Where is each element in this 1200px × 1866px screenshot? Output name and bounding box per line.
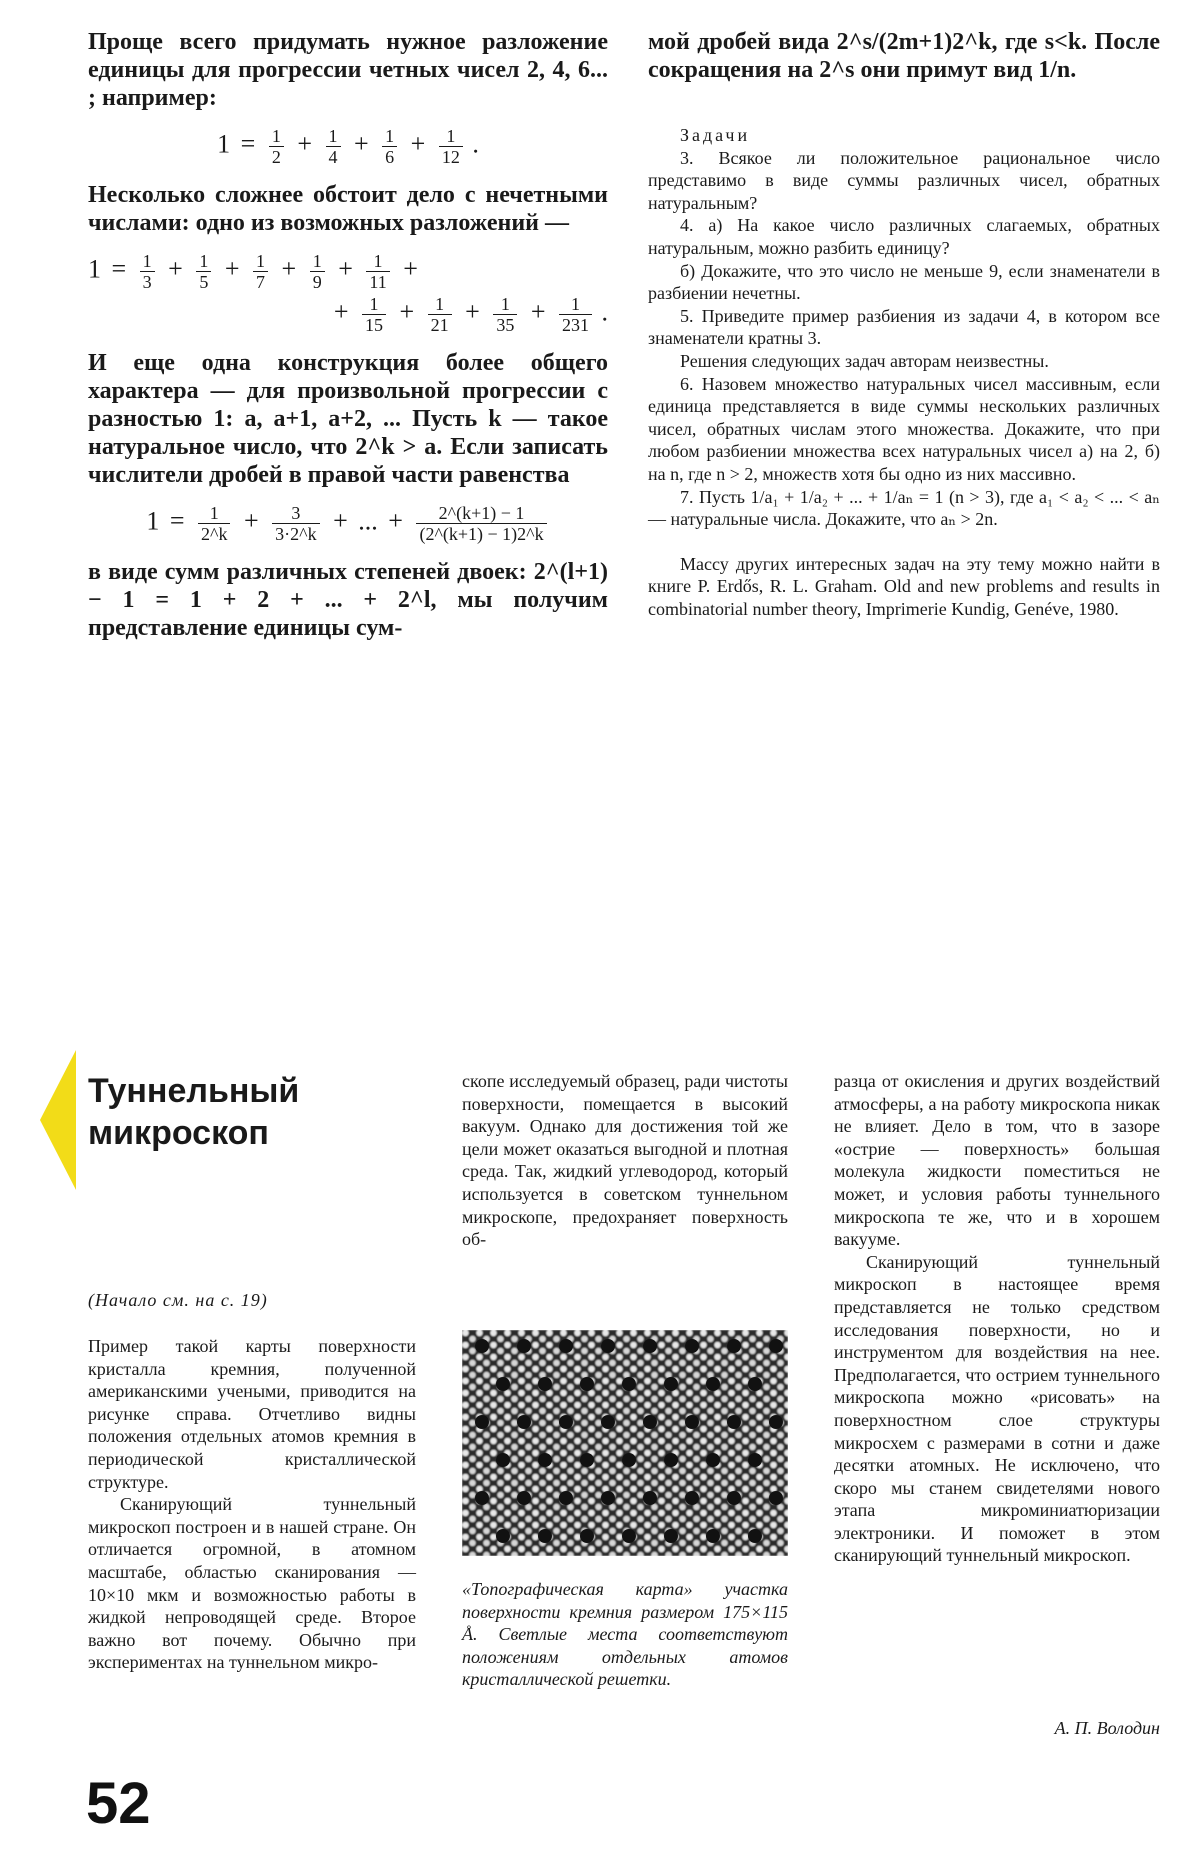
task-5: 5. Приведите пример разбиения из задачи 4, в котором все знаменатели кратны 3. (648, 305, 1160, 349)
fraction: $\frac{1}{2\^{}k}$ (198, 503, 230, 544)
lattice-vacancy (727, 1491, 741, 1505)
lattice-vacancy (706, 1453, 720, 1467)
lattice-vacancy (601, 1339, 615, 1353)
task-6: 6. Назовем множество натуральных чисел массивным, если единица представляется в виде суммы нескольких различных чисел, обратных числам этого множества. Докажите, что при любом разбиении множества всех натуральных чисел а) на 2, б) на n, где n > 2, множеств хотя бы одно из них массивно. (648, 373, 1160, 484)
fraction: $\frac{1}{3}$ (140, 251, 155, 292)
atomic-lattice-image (462, 1330, 788, 1556)
upper-left-column (88, 28, 608, 642)
formula-even-sum: 1 = $\frac{1}{2}$ + $\frac{1}{4}$ + $\frac{1}{6}$ + $\frac{1}{12}$ . (217, 126, 479, 167)
upper-right-column (648, 28, 1160, 620)
lattice-vacancy (475, 1339, 489, 1353)
task-3: 3. Всякое ли положительное рациональное число представимо в виде суммы различных чисел, обратных натуральным? (648, 147, 1160, 213)
lattice-vacancy (685, 1339, 699, 1353)
lattice-vacancy (538, 1453, 552, 1467)
continuation-reference: (Начало см. на с. 19) (88, 1290, 268, 1310)
lattice-vacancy (685, 1415, 699, 1429)
fraction: $\frac{1}{9}$ (310, 251, 325, 292)
fraction: $\frac{1}{21}$ (428, 294, 452, 335)
lattice-vacancy (496, 1377, 510, 1391)
task-4a: 4. а) На какое число различных слагаемых, обратных натуральным, можно разбить единицу? (648, 215, 1160, 258)
formula-odd-sum-line2: + $\frac{1}{15}$ + $\frac{1}{21}$ + $\frac{1}{35}$ + $\frac{1}{231}$ . (333, 294, 608, 335)
lattice-vacancy (580, 1453, 594, 1467)
task-4b: б) Докажите, что это число не меньше 9, если знаменатели в разбиении нечетны. (648, 260, 1160, 304)
lattice-vacancy (769, 1339, 783, 1353)
lattice-vacancy (727, 1415, 741, 1429)
paragraph-vacuum: скопе исследуемый образец, ради чистоты поверхности, помещается в высокий вакуум. Однако для достижения той же цели может оказаться выгодной и плотная среда. Так, жидкий углеводород, который используется в советском туннельном микроскопе, предохраняет поверхность об- (462, 1071, 788, 1250)
formula-lhs: 1 (217, 129, 231, 159)
lattice-vacancy (664, 1453, 678, 1467)
paragraph-general-construction: И еще одна конструкция более общего характера — для произвольной прогрессии с разностью 1: a, a+1, a+2, ... Пусть k — такое натуральное число, что 2^k > a. Если записать числители дробей в правой части равенства (88, 350, 608, 488)
lattice-vacancy (643, 1415, 657, 1429)
tasks-section (648, 124, 1160, 620)
lattice-vacancy (622, 1529, 636, 1543)
lattice-vacancy (601, 1491, 615, 1505)
fraction: $\frac{1}{6}$ (382, 126, 397, 167)
lower-column-2 (462, 1070, 788, 1251)
formula-general: 1 = $\frac{1}{2\^{}k}$ + $\frac{3}{3\cdot 2\^{}k}$ + ... + $\frac{2\^{}(k+1) - 1}{(2\^{}(k+1) - 1)2\^{}k}$ (88, 489, 608, 558)
further-reading-note: Массу других интересных задач на эту тему можно найти в книге P. Erdős, R. L. Graham. Old and new problems and results in combinatorial number theory, Imprimerie Kundig, Genéve, 1980. (648, 553, 1160, 619)
lattice-vacancy (559, 1415, 573, 1429)
fraction: $\frac{1}{231}$ (559, 294, 592, 335)
title-line-2: микроскоп (88, 1114, 269, 1152)
paragraph-continuation: мой дробей вида 2^s/(2m+1)2^k, где s<k. После сокращения на 2^s они примут вид 1/n. (648, 29, 1160, 83)
lattice-vacancy (475, 1491, 489, 1505)
lattice-vacancy (748, 1529, 762, 1543)
title-line-1: Туннельный (88, 1072, 300, 1110)
fraction: $\frac{1}{7}$ (253, 251, 268, 292)
lattice-vacancy (685, 1491, 699, 1505)
paragraph-powers-of-two: в виде сумм различных степеней двоек: 2^(l+1) − 1 = 1 + 2 + ... + 2^l, мы получим представление единицы сум- (88, 559, 608, 641)
fraction: $\frac{1}{5}$ (196, 251, 211, 292)
lattice-vacancy (517, 1339, 531, 1353)
task-7: 7. Пусть 1/a₁ + 1/a₂ + ... + 1/aₙ = 1 (n > 3), где a₁ < a₂ < ... < aₙ — натуральные числа. Докажите, что aₙ > 2n. (648, 486, 1160, 530)
formula-equals: = (240, 129, 256, 159)
unknown-solutions-note: Решения следующих задач авторам неизвестны. (680, 350, 1049, 371)
paragraph-oxidation: разца от окисления и других воздействий атмосферы, а на работу микроскопа никак не влияет. Дело в том, что в зазоре «острие — поверхность» большая молекула жидкости поместиться не может, и условия работы туннельного микроскопа те же, что и в хорошем вакууме. (834, 1071, 1160, 1250)
lattice-vacancy (559, 1491, 573, 1505)
article-title (88, 1070, 299, 1154)
author-signature: А. П. Володин (1054, 1718, 1160, 1738)
fraction: $\frac{2\^{}(k+1) - 1}{(2\^{}(k+1) - 1)2\^{}k}$ (416, 503, 546, 544)
lattice-vacancy (517, 1415, 531, 1429)
lower-column-3 (834, 1070, 1160, 1567)
lattice-vacancy (664, 1529, 678, 1543)
lower-column-1 (88, 1335, 416, 1674)
fraction: $\frac{1}{2}$ (269, 126, 284, 167)
lattice-vacancy (748, 1377, 762, 1391)
lattice-vacancy (496, 1453, 510, 1467)
lattice-vacancy (727, 1339, 741, 1353)
silicon-surface-photo (462, 1330, 788, 1556)
formula-odd-sum-line1: 1 = $\frac{1}{3}$ + $\frac{1}{5}$ + $\frac{1}{7}$ + $\frac{1}{9}$ + $\frac{1}{11}$ + (88, 251, 418, 292)
paragraph-silicon-map: Пример такой карты поверхности кристалла кремния, полученной американскими учеными, приводится на рисунке справа. Отчетливо видны положения отдельных атомов кремния в периодической кристаллической структуре. (88, 1336, 416, 1492)
lattice-vacancy (559, 1339, 573, 1353)
lattice-vacancy (706, 1377, 720, 1391)
lattice-vacancy (601, 1415, 615, 1429)
lattice-vacancy (769, 1491, 783, 1505)
fraction: $\frac{3}{3\cdot 2\^{}k}$ (272, 503, 319, 544)
lattice-vacancy (496, 1529, 510, 1543)
fraction: $\frac{1}{11}$ (366, 251, 389, 292)
lattice-vacancy (622, 1377, 636, 1391)
tasks-header: Задачи (680, 125, 751, 145)
paragraph-future-use: Сканирующий туннельный микроскоп в настоящее время представляется не только средством исследования поверхности, но и инструментом для воздействия на нее. Предполагается, что острием туннельного микроскопа можно «рисовать» на поверхностном слое структуры микросхем с размерами в сотни и даже десятки атомных. Не исключено, что скоро мы станем свидетелями нового этапа микроминиатюризации электроники. И поможет в этом сканирующий туннельный микроскоп. (834, 1251, 1160, 1566)
lattice-vacancy (580, 1529, 594, 1543)
lattice-vacancy (643, 1339, 657, 1353)
paragraph-domestic-microscope: Сканирующий туннельный микроскоп построен и в нашей стране. Он отличается огромной, в атомном масштабе, областью сканирования — 10×10 мкм и возможностью работы в жидкой непроводящей среде. Второе важно вот почему. Обычно при экспериментах на туннельном микро- (88, 1494, 416, 1673)
lattice-vacancy (538, 1529, 552, 1543)
lattice-vacancy (643, 1491, 657, 1505)
lattice-vacancy (748, 1453, 762, 1467)
fraction: $\frac{1}{15}$ (362, 294, 386, 335)
lattice-vacancy (706, 1529, 720, 1543)
paragraph-even-progression: Проще всего придумать нужное разложение единицы для прогрессии четных чисел 2, 4, 6... ; например: (88, 29, 608, 111)
lattice-vacancy (622, 1453, 636, 1467)
lattice-vacancy (580, 1377, 594, 1391)
fraction: $\frac{1}{4}$ (326, 126, 341, 167)
paragraph-odd-numbers: Несколько сложнее обстоит дело с нечетными числами: одно из возможных разложений — (88, 182, 608, 236)
photo-caption: «Топографическая карта» участка поверхности кремния размером 175×115 Å. Светлые места соответствуют положениям отдельных атомов кристаллической решетки. (462, 1579, 788, 1690)
fraction: $\frac{1}{12}$ (439, 126, 463, 167)
lattice-vacancy (538, 1377, 552, 1391)
lattice-vacancy (475, 1415, 489, 1429)
lattice-vacancy (664, 1377, 678, 1391)
lattice-vacancy (769, 1415, 783, 1429)
lattice-vacancy (517, 1491, 531, 1505)
page-number: 52 (86, 1771, 151, 1836)
fraction: $\frac{1}{35}$ (493, 294, 517, 335)
accent-triangle (40, 1050, 76, 1190)
